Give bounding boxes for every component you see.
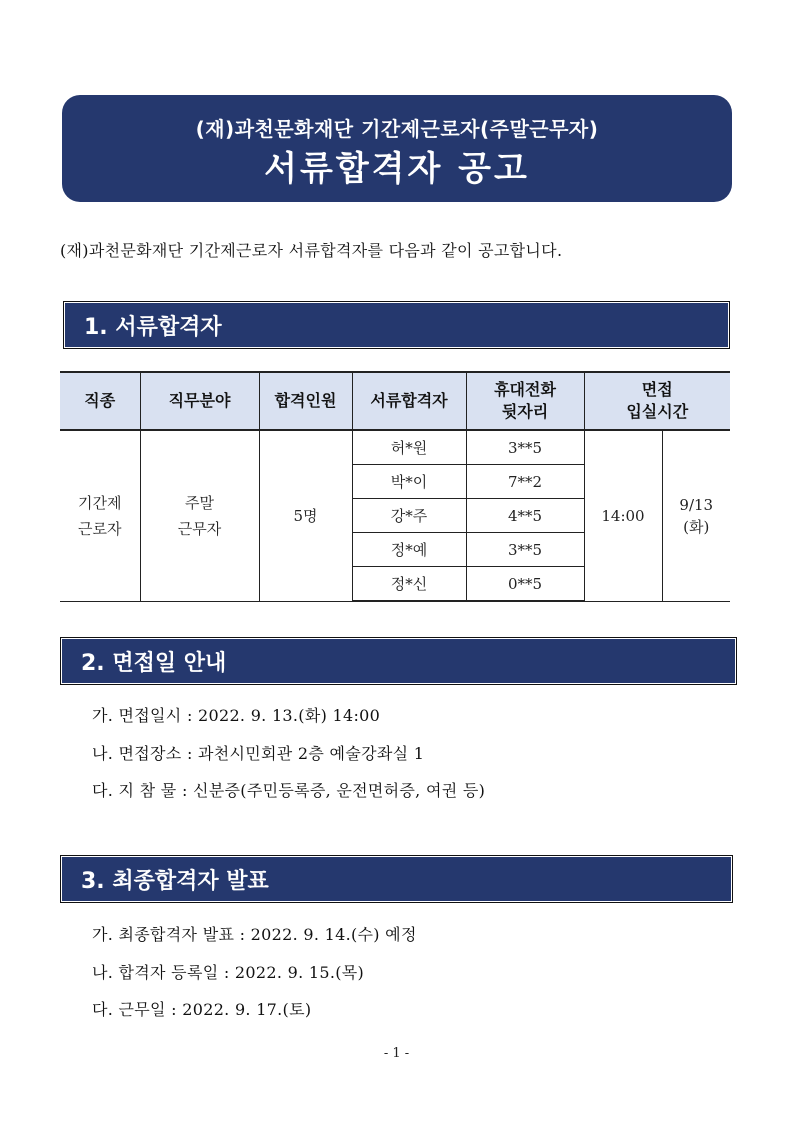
work-date-item: 다. 근무일 : 2022. 9. 17.(토) (92, 1000, 312, 1019)
applicant-phone: 4**5 (466, 499, 584, 533)
intro-text: (재)과천문화재단 기간제근로자 서류합격자를 다음과 같이 공고합니다. (60, 241, 563, 260)
interview-date-cell: 9/13 (화) (662, 430, 730, 601)
header-phone: 휴대전화 뒷자리 (466, 372, 584, 430)
applicant-phone: 7**2 (466, 465, 584, 499)
section-heading-2: 2. 면접일 안내 (60, 637, 737, 685)
required-items-item: 다. 지 참 물 : 신분증(주민등록증, 운전면허증, 여권 등) (92, 781, 486, 800)
header-applicant: 서류합격자 (352, 372, 466, 430)
field-cell: 주말 근무자 (140, 430, 259, 601)
header-interview-time: 면접 입실시간 (584, 372, 730, 430)
results-table (60, 371, 730, 602)
page-number: - 1 - (383, 1046, 410, 1061)
header-field: 직무분야 (140, 372, 259, 430)
interview-place-item: 나. 면접장소 : 과천시민회관 2층 예술강좌실 1 (92, 744, 425, 763)
final-announcement-item: 가. 최종합격자 발표 : 2022. 9. 14.(수) 예정 (92, 925, 417, 944)
applicant-phone: 3**5 (466, 533, 584, 567)
applicant-name: 강*주 (352, 499, 466, 533)
applicant-name: 박*이 (352, 465, 466, 499)
applicant-name: 정*신 (352, 567, 466, 602)
interview-time-cell: 14:00 (584, 430, 662, 601)
interview-date-item: 가. 면접일시 : 2022. 9. 13.(화) 14:00 (92, 706, 381, 725)
title-banner (62, 95, 732, 202)
count-cell: 5명 (259, 430, 352, 601)
applicant-name: 정*예 (352, 533, 466, 567)
applicant-name: 허*원 (352, 430, 466, 465)
applicant-phone: 0**5 (466, 567, 584, 602)
table-row (60, 430, 730, 465)
section-heading-1: 1. 서류합격자 (63, 301, 730, 349)
document-subtitle: (재)과천문화재단 기간제근로자(주말근무자) (195, 117, 599, 141)
document-title: 서류합격자 공고 (264, 149, 530, 189)
header-count: 합격인원 (259, 372, 352, 430)
section-heading-3: 3. 최종합격자 발표 (60, 855, 733, 903)
header-job-type: 직종 (60, 372, 140, 430)
applicant-phone: 3**5 (466, 430, 584, 465)
registration-date-item: 나. 합격자 등록일 : 2022. 9. 15.(목) (92, 963, 365, 982)
job-type-cell: 기간제 근로자 (60, 430, 140, 601)
